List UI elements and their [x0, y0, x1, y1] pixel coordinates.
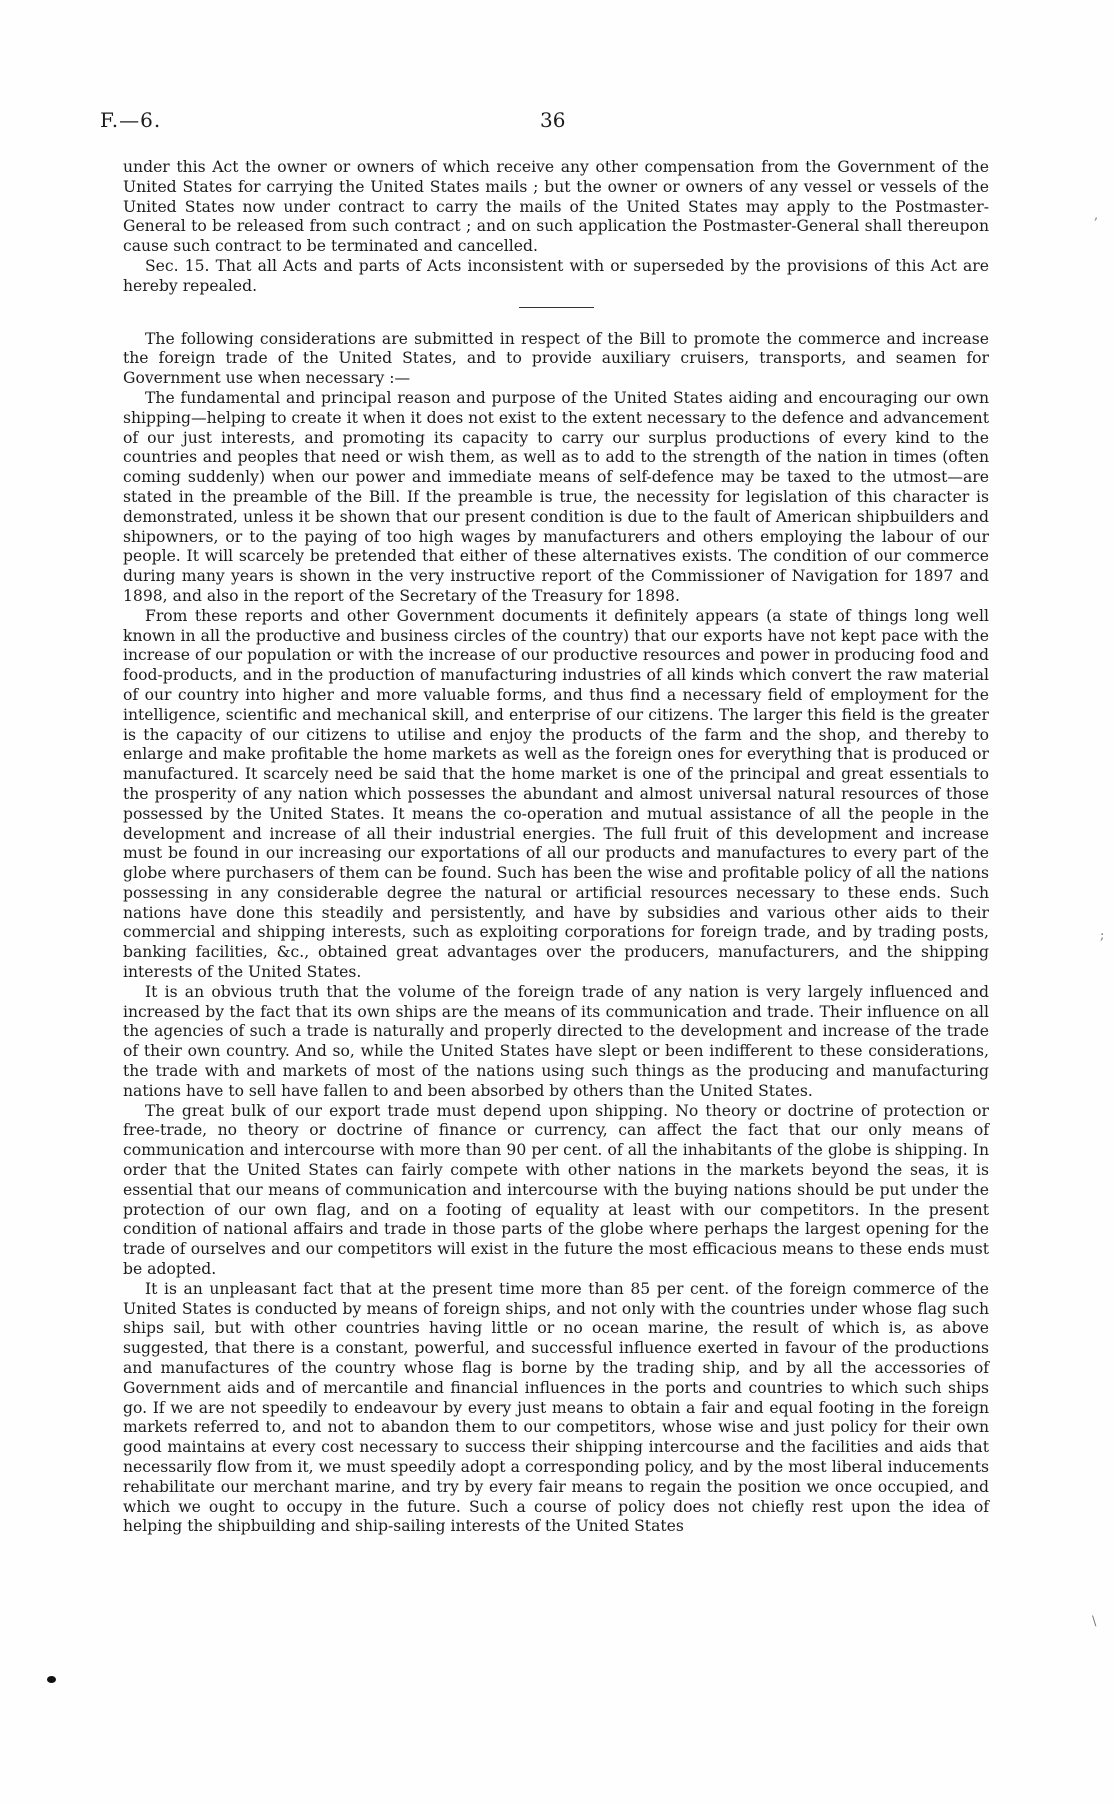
ink-blot [47, 1676, 56, 1683]
section-divider [519, 307, 594, 308]
paragraph: The following considerations are submitted in respect of the Bill to promote the commerce and increase the foreign trade of the United States, and to provide auxiliary cruisers, transports, and seamen for Government use when necessary :— [123, 329, 989, 388]
paragraph: It is an obvious truth that the volume of the foreign trade of any nation is very largely influenced and increased by the fact that its own ships are the means of its communication and trade. Their influence on all the agencies of such a trade is naturally and properly directed to the development and increase of the trade of their own country. And so, while the United States have slept or been indifferent to these considerations, the trade with and markets of most of the nations using such things as the producing and manufacturing nations have to sell have fallen to and been absorbed by others than the United States. [123, 982, 989, 1100]
paragraph: under this Act the owner or owners of which receive any other compensation from the Government of the United States for carrying the United States mails ; but the owner or owners of any vessel or vessels of the United States now under contract to carry the mails of the United States may apply to the Postmaster-General to be released from such contract ; and on such application the Postmaster-General shall thereupon cause such contract to be terminated and cancelled. [123, 158, 989, 256]
page-number: 36 [540, 108, 566, 132]
scan-artifact-mark: , [1094, 208, 1099, 223]
paragraph: The great bulk of our export trade must depend upon shipping. No theory or doctrine of protection or free-trade, no theory or doctrine of finance or currency, can affect the fact that our only means of communication and intercourse with more than 90 per cent. of all the inhabitants of the globe is shipping. In order that the United States can fairly compete with other nations in the markets beyond the seas, it is essential that our means of communication and intercourse with the buying nations should be put under the protection of our own flag, and on a footing of equality at least with our competitors. In the present condition of national affairs and trade in those parts of the globe where perhaps the largest opening for the trade of ourselves and our competitors will exist in the future the most efficacious means to these ends must be adopted. [123, 1101, 989, 1279]
body-text [123, 158, 989, 1537]
paragraph: From these reports and other Government documents it definitely appears (a state of things long well known in all the productive and business circles of the country) that our exports have not kept pace with the increase of our population or with the increase of our productive resources and power in producing food and food-products, and in the production of manufacturing industries of all kinds which convert the raw material of our country into higher and more valuable forms, and thus find a necessary field of employment for the intelligence, scientific and mechanical skill, and enterprise of our citizens. The larger this field is the greater is the capacity of our citizens to utilise and enjoy the products of the farm and the shop, and thereby to enlarge and make profitable the home markets as well as the foreign ones for everything that is produced or manufactured. It scarcely need be said that the home market is one of the principal and great essentials to the prosperity of any nation which possesses the abundant and almost universal natural resources of those possessed by the United States. It means the co-operation and mutual assistance of all the people in the development and increase of all their industrial energies. The full fruit of this development and increase must be found in our increasing our exportations of all our products and manufactures to every part of the globe where purchasers of them can be found. Such has been the wise and profitable policy of all the nations possessing in any considerable degree the natural or artificial resources necessary to these ends. Such nations have done this steadily and persistently, and have by subsidies and various other aids to their commercial and shipping interests, such as exploiting corporations for foreign trade, and by trading posts, banking facilities, &c., obtained great advantages over the producers, manufacturers, and the shipping interests of the United States. [123, 606, 989, 982]
scan-artifact-mark: ; [1100, 928, 1105, 943]
paragraph: The fundamental and principal reason and purpose of the United States aiding and encouraging our own shipping—helping to create it when it does not exist to the extent necessary to the defence and advancement of our just interests, and promoting its capacity to carry our surplus productions of every kind to the countries and peoples that need or wish them, as well as to add to the strength of the nation in times (often coming suddenly) when our power and immediate means of self-defence may be taxed to the utmost—are stated in the preamble of the Bill. If the preamble is true, the necessity for legislation of this character is demonstrated, unless it be shown that our present condition is due to the fault of American shipbuilders and shipowners, or to the paying of too high wages by manufacturers and others employing the labour of our people. It will scarcely be pretended that either of these alternatives exists. The condition of our commerce during many years is shown in the very instructive report of the Commissioner of Navigation for 1897 and 1898, and also in the report of the Secretary of the Treasury for 1898. [123, 388, 989, 605]
document-reference: F.—6. [100, 108, 162, 132]
scan-artifact-mark: \ [1092, 1614, 1097, 1629]
page-header [100, 108, 1014, 134]
paragraph: Sec. 15. That all Acts and parts of Acts inconsistent with or superseded by the provisions of this Act are hereby repealed. [123, 256, 989, 295]
paragraph: It is an unpleasant fact that at the present time more than 85 per cent. of the foreign commerce of the United States is conducted by means of foreign ships, and not only with the countries under whose flag such ships sail, but with other countries having little or no ocean marine, the result of which is, as above suggested, that there is a constant, powerful, and successful influence exerted in favour of the productions and manufactures of the country whose flag is borne by the trading ship, and by all the accessories of Government aids and of mercantile and financial influences in the ports and countries to which such ships go. If we are not speedily to endeavour by every just means to obtain a fair and equal footing in the foreign markets referred to, and not to abandon them to our competitors, whose wise and just policy for their own good maintains at every cost necessary to success their shipping intercourse and the facilities and aids that necessarily flow from it, we must speedily adopt a corresponding policy, and by the most liberal inducements rehabilitate our merchant marine, and try by every fair means to regain the position we once occupied, and which we ought to occupy in the future. Such a course of policy does not chiefly rest upon the idea of helping the shipbuilding and ship-sailing interests of the United States [123, 1279, 989, 1536]
